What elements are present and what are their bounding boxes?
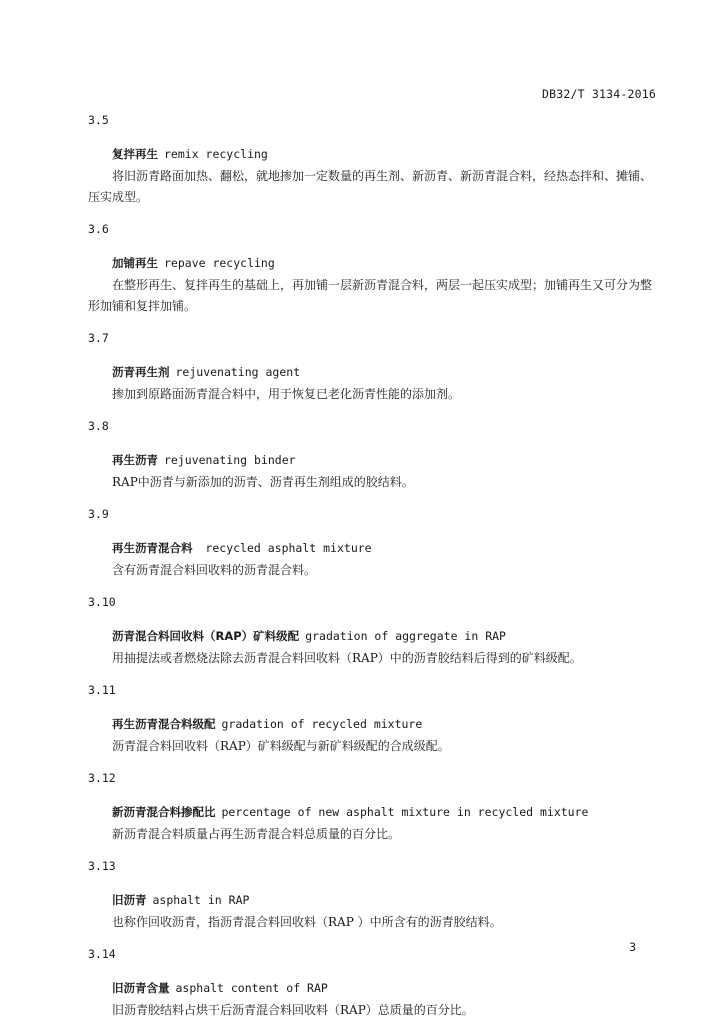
- term-chinese: 新沥青混合料掺配比: [112, 805, 216, 819]
- term-chinese: 再生沥青混合料级配: [112, 717, 216, 731]
- term-heading: [112, 364, 658, 381]
- page-number: 3: [629, 940, 636, 954]
- term-english: recycled asphalt mixture: [198, 541, 372, 555]
- term-chinese: 再生沥青: [112, 453, 158, 467]
- term-heading: [112, 540, 658, 557]
- term-heading: [112, 716, 658, 733]
- entry-number: 3.9: [88, 507, 109, 521]
- entry-number: 3.7: [88, 331, 109, 345]
- term-heading: [112, 892, 658, 909]
- entry-number: 3.6: [88, 222, 109, 236]
- term-entry-3-10: [88, 594, 658, 669]
- term-entries: [88, 112, 658, 1034]
- entry-number: 3.5: [88, 113, 109, 127]
- term-definition: 新沥青混合料质量占再生沥青混合料总质量的百分比。: [112, 827, 401, 841]
- term-chinese: 再生沥青混合料: [112, 541, 193, 555]
- entry-number: 3.11: [88, 683, 116, 697]
- entry-number: 3.12: [88, 771, 116, 785]
- term-english: percentage of new asphalt mixture in recycled mixture: [221, 805, 589, 819]
- term-definition: 沥青混合料回收料（RAP）矿料级配与新矿料级配的合成级配。: [112, 739, 450, 753]
- term-chinese: 沥青再生剂: [112, 365, 170, 379]
- term-definition: 旧沥青胶结料占烘干后沥青混合料回收料（RAP）总质量的百分比。: [112, 1003, 474, 1017]
- term-definition: 将旧沥青路面加热、翻松，就地掺加一定数量的再生剂、新沥青、新沥青混合料，经热态拌和、摊铺、压实成型。: [88, 169, 653, 204]
- term-entry-3-12: [88, 770, 658, 845]
- term-definition: 含有沥青混合料回收料的沥青混合料。: [112, 563, 317, 577]
- term-definition: RAP中沥青与新添加的沥青、沥青再生剂组成的胶结料。: [112, 475, 414, 489]
- term-english: asphalt content of RAP: [175, 981, 328, 995]
- term-english: gradation of recycled mixture: [221, 717, 423, 731]
- entry-number: 3.10: [88, 595, 116, 609]
- term-chinese: 旧沥青含量: [112, 981, 170, 995]
- entry-number: 3.13: [88, 859, 116, 873]
- term-definition: 在整形再生、复拌再生的基础上，再加铺一层新沥青混合料，两层一起压实成型；加铺再生又可分为整形加铺和复拌加铺。: [88, 278, 653, 313]
- term-entry-3-14: [88, 946, 658, 1021]
- term-heading: [112, 628, 658, 645]
- term-definition: 掺加到原路面沥青混合料中，用于恢复已老化沥青性能的添加剂。: [112, 387, 461, 401]
- term-chinese: 复拌再生: [112, 147, 158, 161]
- term-entry-3-8: [88, 418, 658, 493]
- term-heading: [112, 804, 658, 821]
- term-definition: 用抽提法或者燃烧法除去沥青混合料回收料（RAP）中的沥青胶结料后得到的矿料级配。: [112, 651, 582, 665]
- entry-number: 3.8: [88, 419, 109, 433]
- term-heading: [112, 980, 658, 997]
- term-entry-3-13: [88, 858, 658, 933]
- term-entry-3-5: [88, 112, 658, 208]
- term-english: repave recycling: [164, 256, 275, 270]
- term-heading: [112, 255, 658, 272]
- term-chinese: 沥青混合料回收料（RAP）矿料级配: [112, 629, 300, 643]
- term-chinese: 加铺再生: [112, 256, 158, 270]
- term-entry-3-9: [88, 506, 658, 581]
- term-english: remix recycling: [164, 147, 268, 161]
- term-english: gradation of aggregate in RAP: [305, 629, 506, 643]
- entry-number: 3.14: [88, 947, 116, 961]
- term-heading: [112, 146, 658, 163]
- term-chinese: 旧沥青: [112, 893, 147, 907]
- term-english: rejuvenating binder: [164, 453, 296, 467]
- term-heading: [112, 452, 658, 469]
- term-entry-3-6: [88, 221, 658, 317]
- term-english: rejuvenating agent: [175, 365, 301, 379]
- term-definition: 也称作回收沥青，指沥青混合料回收料（RAP ）中所含有的沥青胶结料。: [112, 915, 502, 929]
- term-entry-3-11: [88, 682, 658, 757]
- standard-code: DB32/T 3134-2016: [542, 87, 656, 101]
- term-english: asphalt in RAP: [152, 893, 250, 907]
- term-entry-3-7: [88, 330, 658, 405]
